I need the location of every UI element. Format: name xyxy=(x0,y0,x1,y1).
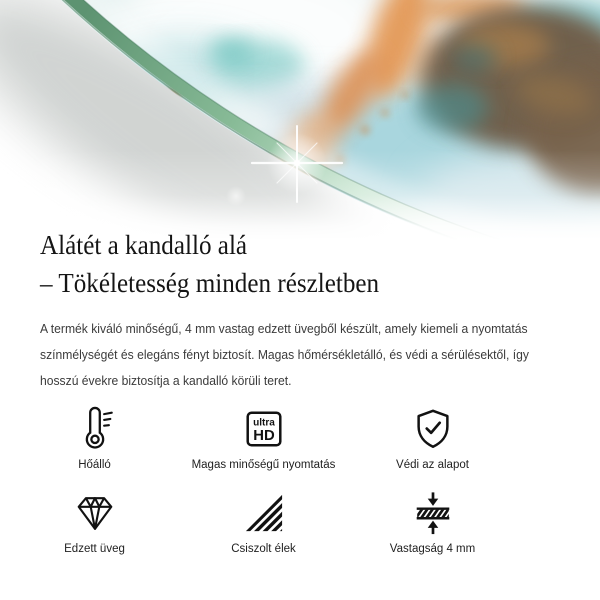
ultra-hd-icon xyxy=(241,406,287,452)
feature-base-protection xyxy=(348,406,517,472)
feature-label: Magas minőségű nyomtatás xyxy=(191,459,336,471)
feature-label: Hőálló xyxy=(78,459,111,471)
product-image xyxy=(0,0,600,240)
feature-label: Vastagság 4 mm xyxy=(389,543,476,555)
feature-tempered-glass xyxy=(10,490,179,556)
diamond-icon xyxy=(72,490,118,536)
feature-label: Védi az alapot xyxy=(396,459,469,471)
product-description xyxy=(40,316,555,394)
page-title-line-1: Alátét a kandalló alá xyxy=(40,230,248,260)
feature-thickness xyxy=(348,490,517,556)
page-title-line-2: – Tökéletesség minden részletben xyxy=(40,268,380,298)
feature-polished-edges xyxy=(179,490,348,556)
ultra-hd-icon-text-top: ultra xyxy=(252,417,275,429)
description-line: színmélységét és elegáns fényt biztosít. Magas hőmérsékletálló, és védi a sérülésektől, így xyxy=(40,347,529,362)
polished-edges-icon xyxy=(241,490,287,536)
shield-check-icon xyxy=(410,406,456,452)
description-line: hosszú évekre biztosítja a kandalló körüli teret. xyxy=(40,373,292,388)
feature-print-quality xyxy=(179,406,348,472)
description-line: A termék kiváló minőségű, 4 mm vastag edzett üvegből készült, amely kiemeli a nyomtatás xyxy=(40,321,528,336)
feature-heat-resistant xyxy=(10,406,179,472)
feature-label: Csiszolt élek xyxy=(231,543,296,555)
ultra-hd-icon-text-bottom: HD xyxy=(252,428,275,445)
thermometer-icon xyxy=(72,406,118,452)
feature-grid xyxy=(10,406,517,556)
page-title xyxy=(40,226,561,302)
thickness-icon xyxy=(410,490,456,536)
product-photo-glass-disc xyxy=(0,0,600,240)
feature-label: Edzett üveg xyxy=(64,543,125,555)
